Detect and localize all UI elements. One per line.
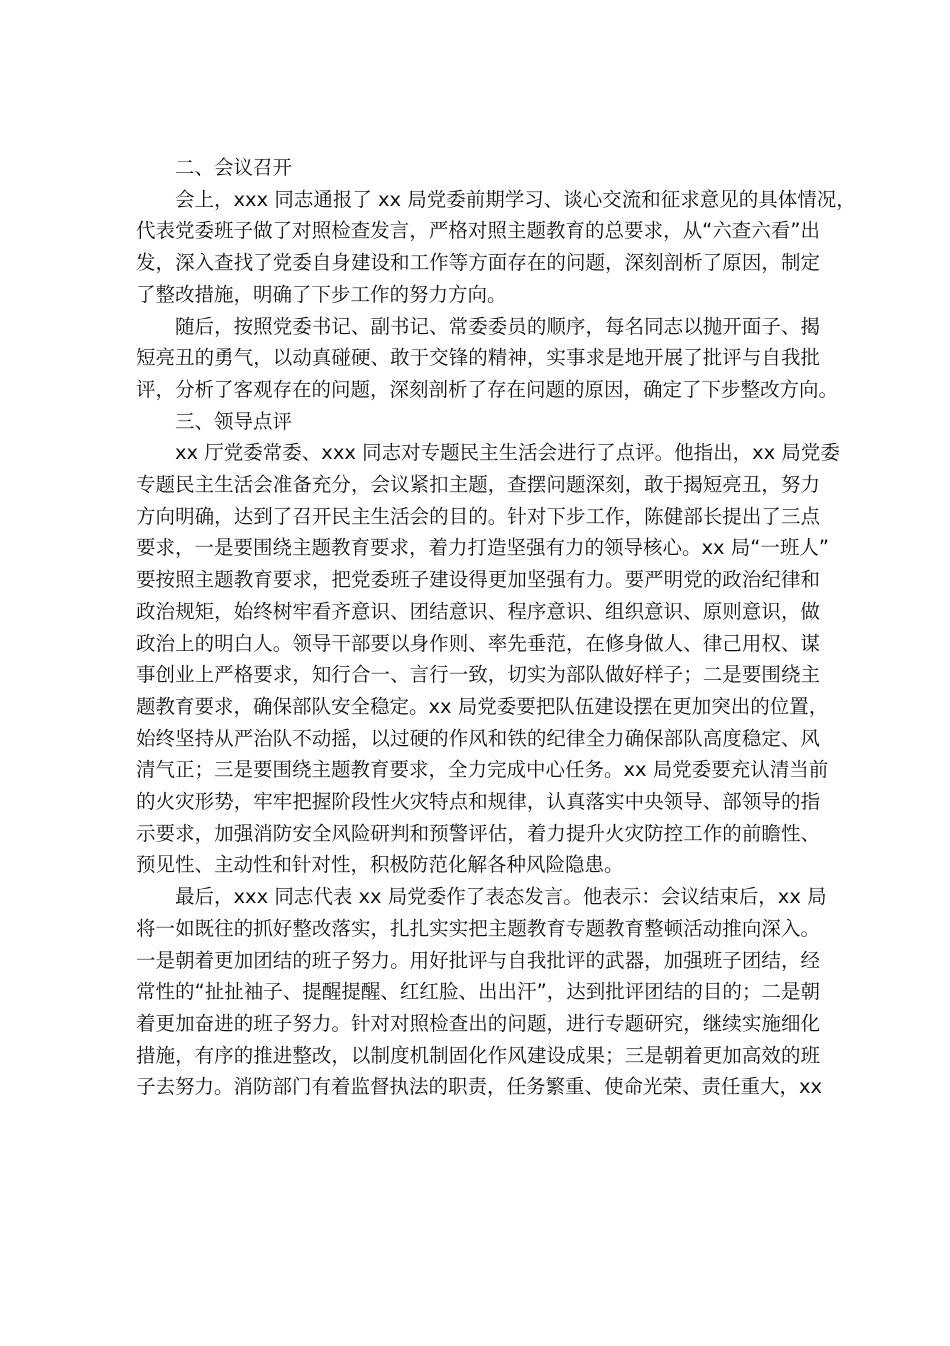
text-line: xx 厅党委常委、xxx 同志对专题民主生活会进行了点评。他指出，xx 局党委 [175, 441, 840, 465]
text-line: 最后，xxx 同志代表 xx 局党委作了表态发言。他表示：会议结束后，xx 局 [175, 885, 827, 909]
paragraph [136, 437, 840, 881]
text-line: 一是朝着更加团结的班子努力。用好批评与自我批评的武器，加强班子团结，经 [136, 948, 820, 972]
text-line: 政治规矩，始终树牢看齐意识、团结意识、程序意识、组织意识、原则意识，做 [136, 599, 820, 623]
document-body [136, 152, 856, 1103]
text-line: 要求，一是要围绕主题教育要求，着力打造坚强有力的领导核心。xx 局“一班人” [136, 536, 829, 560]
text-line: 将一如既往的抓好整改落实，扎扎实实把主题教育专题教育整顿活动推向深入。 [136, 916, 820, 940]
text-line: 评，分析了客观存在的问题，深刻剖析了存在问题的原因，确定了下步整改方向。 [136, 377, 839, 401]
paragraph [136, 881, 827, 1103]
section-heading: 三、领导点评 [175, 409, 293, 433]
text-line: 子去努力。消防部门有着监督执法的职责，任务繁重、使命光荣、责任重大，xx [136, 1075, 823, 1099]
paragraph [136, 184, 856, 311]
text-line: 的火灾形势，牢牢把握阶段性火灾特点和规律，认真落实中央领导、部领导的指 [136, 790, 820, 814]
text-line: 示要求，加强消防安全风险研判和预警评估，着力提升火灾防控工作的前瞻性、 [136, 821, 820, 845]
text-line: 会上，xxx 同志通报了 xx 局党委前期学习、谈心交流和征求意见的具体情况， [175, 187, 856, 211]
text-line: 专题民主生活会准备充分，会议紧扣主题，查摆问题深刻，敢于揭短亮丑，努力 [136, 473, 820, 497]
text-line: 短亮丑的勇气，以动真碰硬、敢于交锋的精神，实事求是地开展了批评与自我批 [136, 346, 820, 370]
text-line: 始终坚持从严治队不动摇，以过硬的作风和铁的纪律全力确保部队高度稳定、风 [136, 726, 820, 750]
text-line: 措施，有序的推进整改，以制度机制固化作风建设成果；三是朝着更加高效的班 [136, 1043, 820, 1067]
text-line: 着更加奋进的班子努力。针对对照检查出的问题，进行专题研究，继续实施细化 [136, 1011, 820, 1035]
text-line: 常性的“扯扯袖子、提醒提醒、红红脸、出出汗”，达到批评团结的目的；二是朝 [136, 980, 820, 1004]
text-line: 要按照主题教育要求，把党委班子建设得更加坚强有力。要严明党的政治纪律和 [136, 568, 820, 592]
text-line: 政治上的明白人。领导干部要以身作则、率先垂范，在修身做人、律己用权、谋 [136, 631, 820, 655]
text-line: 预见性、主动性和针对性，积极防范化解各种风险隐患。 [136, 853, 624, 877]
text-line: 随后，按照党委书记、副书记、常委委员的顺序，每名同志以抛开面子、揭 [175, 314, 820, 338]
text-line: 代表党委班子做了对照检查发言，严格对照主题教育的总要求，从“六查六看”出 [136, 219, 820, 243]
text-line: 清气正；三是要围绕主题教育要求，全力完成中心任务。xx 局党委要充认清当前 [136, 758, 829, 782]
text-line: 题教育要求，确保部队安全稳定。xx 局党委要把队伍建设摆在更加突出的位置， [136, 694, 829, 718]
text-line: 发，深入查找了党委自身建设和工作等方面存在的问题，深刻剖析了原因，制定 [136, 251, 820, 275]
section-heading: 二、会议召开 [175, 156, 293, 179]
paragraph [136, 311, 839, 406]
text-line: 了整改措施，明确了下步工作的努力方向。 [136, 282, 507, 306]
text-line: 方向明确，达到了召开民主生活会的目的。针对下步工作，陈健部长提出了三点 [136, 504, 820, 528]
text-line: 事创业上严格要求，知行合一、言行一致，切实为部队做好样子；二是要围绕主 [136, 663, 820, 687]
